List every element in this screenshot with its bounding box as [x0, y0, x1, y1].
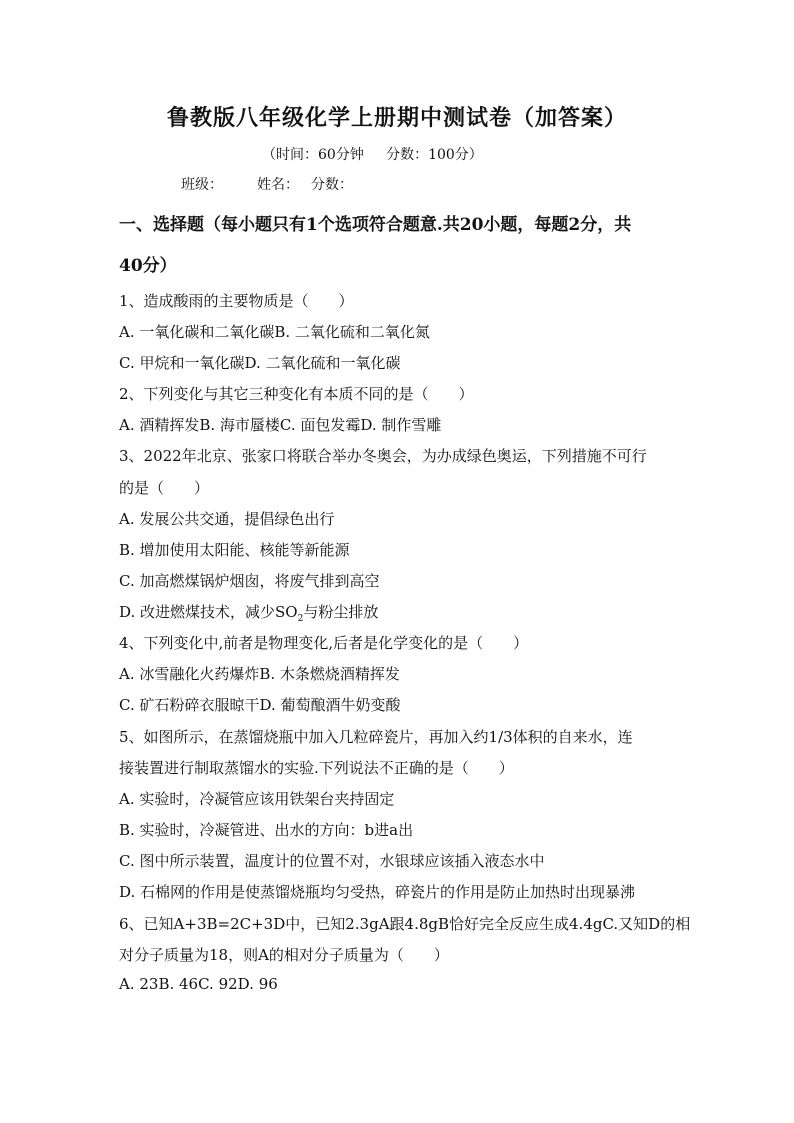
- subscript-2: 2: [297, 614, 304, 624]
- score-label: 分数：: [311, 177, 353, 193]
- question-3-stem: 3、2022年北京、张家口将联合举办冬奥会，为办成绿色奥运，下列措施不可行: [119, 447, 647, 465]
- section-heading: 一、选择题（每小题只有1个选项符合题意.共20小题，每题2分，共: [119, 215, 632, 235]
- name-label: 姓名：: [257, 177, 299, 193]
- question-6-stem-cont: 对分子质量为18，则A的相对分子质量为（ ）: [119, 946, 449, 964]
- question-3-option-a: A. 发展公共交通，提倡绿色出行: [119, 510, 335, 528]
- question-4-options-c: C. 矿石粉碎衣服晾干D. 葡萄酿酒牛奶变酸: [119, 696, 401, 714]
- option-d-text: D. 改进燃煤技术，减少SO: [119, 603, 298, 621]
- question-5-option-c: C. 图中所示装置，温度计的位置不对，水银球应该插入液态水中: [119, 852, 545, 870]
- question-3-option-b: B. 增加使用太阳能、核能等新能源: [119, 541, 350, 559]
- question-5-option-a: A. 实验时，冷凝管应该用铁架台夹持固定: [119, 790, 395, 808]
- class-label: 班级：: [181, 177, 223, 193]
- question-6-stem: 6、已知A+3B=2C+3D中，已知2.3gA跟4.8gB恰好完全反应生成4.4gC.又知D的相: [119, 915, 691, 933]
- question-2-options: A. 酒精挥发B. 海市蜃楼C. 面包发霉D. 制作雪雕: [119, 416, 442, 434]
- question-5-option-d: D. 石棉网的作用是使蒸馏烧瓶均匀受热，碎瓷片的作用是防止加热时出现暴沸: [119, 883, 636, 901]
- page-title: 鲁教版八年级化学上册期中测试卷（加答案）: [166, 105, 627, 131]
- question-4-stem: 4、下列变化中,前者是物理变化,后者是化学变化的是（ ）: [119, 634, 529, 652]
- question-4-options-a: A. 冰雪融化火药爆炸B. 木条燃烧酒精挥发: [119, 665, 400, 683]
- option-d-text-end: 与粉尘排放: [303, 603, 379, 621]
- question-3-stem-cont: 的是（ ）: [119, 479, 210, 497]
- question-1-options-c: C. 甲烷和一氧化碳D. 二氧化硫和一氧化碳: [119, 354, 401, 372]
- question-3-option-d: [119, 601, 378, 624]
- question-5-stem-cont: 接装置进行制取蒸馏水的实验.下列说法不正确的是（ ）: [119, 759, 514, 777]
- student-info-line: [181, 174, 353, 194]
- question-5-stem: 5、如图所示，在蒸馏烧瓶中加入几粒碎瓷片，再加入约1/3体积的自来水，连: [119, 728, 633, 746]
- question-1-stem: 1、造成酸雨的主要物质是（ ）: [119, 292, 354, 310]
- question-5-option-b: B. 实验时，冷凝管进、出水的方向：b进a出: [119, 821, 414, 839]
- section-heading-cont: 40分）: [119, 256, 177, 276]
- exam-time-score: （时间：60分钟 分数：100分）: [262, 147, 483, 163]
- question-6-options: A. 23B. 46C. 92D. 96: [119, 975, 278, 993]
- question-2-stem: 2、下列变化与其它三种变化有本质不同的是（ ）: [119, 385, 474, 403]
- question-3-option-c: C. 加高燃煤锅炉烟囱，将废气排到高空: [119, 572, 380, 590]
- question-1-options-a: A. 一氧化碳和二氧化碳B. 二氧化硫和二氧化氮: [119, 323, 430, 341]
